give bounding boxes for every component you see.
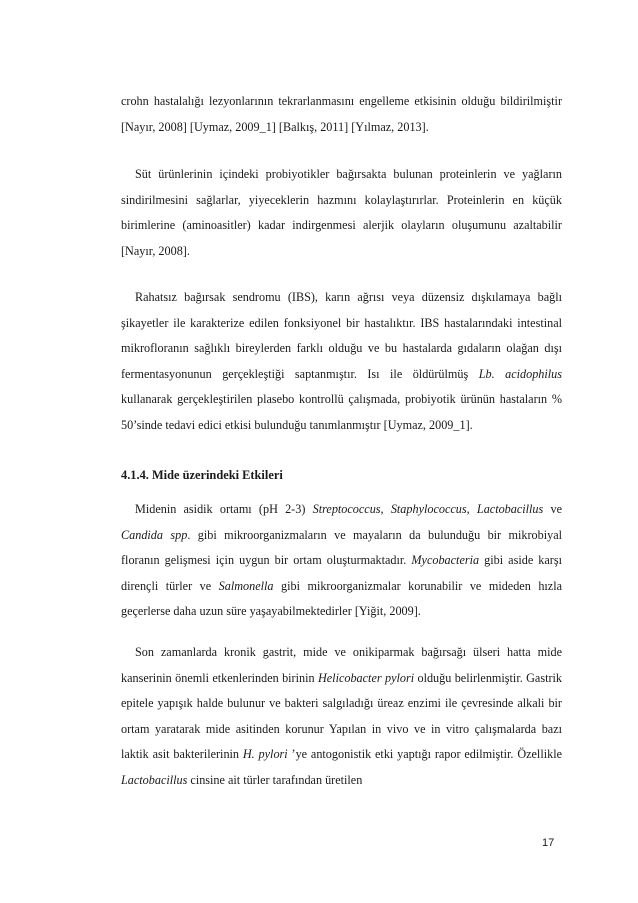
paragraph-crohn [121, 89, 562, 140]
text-run: cinsine ait türler tarafından üretilen [187, 772, 363, 787]
paragraph-ibs [121, 285, 562, 438]
italic-term: Streptococcus, Staphylococcus, Lactobacillus [312, 502, 544, 516]
text-run: Rahatsız bağırsak sendromu (IBS), karın ağrısı veya düzensiz dışkılamaya bağlı şikayetler ile karakterize edilen fonksiyonel bir hastalıktır. IBS hastalarındaki intestinal mikrofloranın sağlıklı bireylerden farklı olduğu ve bu hastalarda gıdaların olağan dışı fermentasyonunun gerçekleştiği saptanmıştır. Isı ile öldürülmüş [121, 290, 562, 381]
text-run: ’ye antogonistik etki yaptığı rapor edilmiştir. Özellikle [287, 747, 562, 761]
italic-term: Helicobacter pylori [317, 670, 415, 685]
italic-term: Candida spp [121, 527, 188, 542]
text-run: gibi mikroorganizmalar korunabilir ve mideden hızla geçerlerse daha uzun süre yaşayabilmektedirler [Yiğit, 2009]. [121, 578, 562, 618]
text-run: . gibi mikroorganizmaların ve mayaların da bulunduğu bir mikrobiyal floranın gelişmesi için uygun bir ortam oluşturmaktadır. [121, 527, 562, 567]
paragraph-helicobacter [121, 640, 562, 793]
page-number: 17 [542, 837, 555, 849]
section-heading: 4.1.4. Mide üzerindeki Etkileri [121, 468, 283, 482]
paragraph-digestion [121, 162, 562, 264]
italic-term: Mycobacteria [411, 553, 480, 567]
italic-term: Salmonella [218, 578, 274, 593]
paragraph-stomach-environment [121, 497, 562, 625]
text-run: gibi aside karşı dirençli türler ve [121, 553, 562, 593]
text-run: Son zamanlarda kronik gastrit, mide ve onikiparmak bağırsağı ülseri hatta mide kanserinin önemli etkenlerinden birinin [121, 645, 562, 685]
text-run: ve [543, 502, 562, 516]
text-run: crohn hastalalığı lezyonlarının tekrarlanmasını engelleme etkisinin olduğu bildirilmiştir [Nayır, 2008] [Uymaz, 2009_1] [Balkış, 2011] [Yılmaz, 2013]. [121, 94, 562, 134]
text-run: olduğu belirlenmiştir. Gastrik epitele yapışık halde bulunur ve bakteri salgıladığı üreaz enzimi ile çevresinde alkali bir ortam yaratarak mide asitinden korunur Yapılan in vivo ve in vitro çalışmalarda bazı laktik asit bakterilerinin [121, 670, 563, 761]
italic-term: Lb. acidophilus [478, 366, 562, 381]
italic-term: Lactobacillus [121, 772, 188, 787]
italic-term: H. pylori [242, 747, 288, 761]
text-run: Süt ürünlerinin içindeki probiyotikler bağırsakta bulunan proteinlerin ve yağların sindirilmesini sağlarlar, yiyeceklerin hazmını kolaylaştırırlar. Proteinlerin en küçük birimlerine (aminoasitler) kadar indirgenmesi alerjik olayların oluşumunu azaltabilir [Nayır, 2008]. [121, 167, 562, 258]
text-run: kullanarak gerçekleştirilen plasebo kontrollü çalışmada, probiyotik ürünün hastaların % 50’sinde tedavi edici etkisi bulunduğu tanımlanmıştır [Uymaz, 2009_1]. [121, 392, 562, 432]
text-run: Midenin asidik ortamı (pH 2-3) [135, 502, 313, 516]
